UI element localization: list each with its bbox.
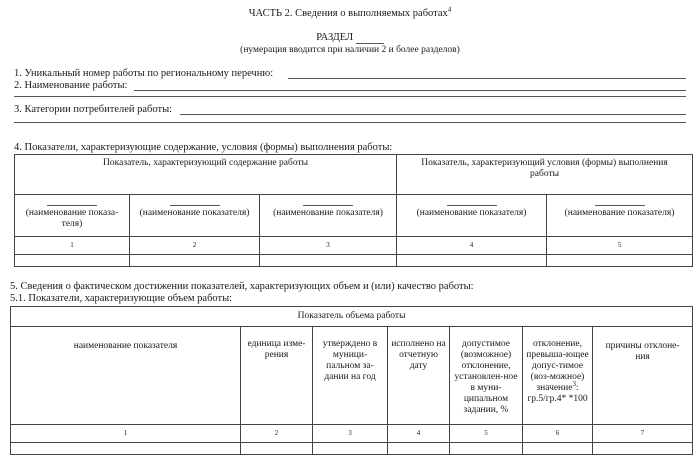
indicator-name-cell[interactable]	[547, 195, 693, 237]
column-header-text: причины отклоне-ния	[605, 341, 680, 362]
volume-table-header-text: Показатель объема работы	[297, 311, 406, 321]
field-4-label: 4. Показатели, характеризующие содержание, условия (формы) выполнения работы:	[14, 142, 393, 153]
column-number-text: 2	[192, 241, 197, 249]
cell-blank-line	[47, 205, 97, 206]
data-cell[interactable]	[523, 443, 593, 455]
column-number	[15, 237, 130, 255]
content-conditions-table	[14, 154, 693, 267]
section-label-row	[0, 32, 700, 44]
indicator-name-label: (наименование показа-теля)	[25, 208, 119, 229]
column-number	[450, 425, 523, 443]
cell-blank-line	[447, 205, 497, 206]
column-6-footnote: 3	[572, 379, 576, 388]
field-1-line[interactable]	[288, 78, 686, 79]
column-6-formula: гр.5/гр.4* *100	[527, 394, 588, 404]
volume-table-header	[11, 307, 693, 327]
column-number	[523, 425, 593, 443]
column-header	[313, 327, 388, 425]
data-cell[interactable]	[11, 443, 241, 455]
indicator-name-cell[interactable]	[260, 195, 397, 237]
column-number-text: 1	[70, 241, 74, 249]
column-number-text: 7	[640, 429, 645, 437]
column-number	[241, 425, 313, 443]
cell-blank-line	[170, 205, 220, 206]
part-title-text: ЧАСТЬ 2. Сведения о выполняемых работах	[248, 8, 448, 19]
data-cell[interactable]	[15, 255, 130, 267]
data-cell[interactable]	[260, 255, 397, 267]
indicator-name-label: (наименование показателя)	[564, 208, 675, 218]
content-group-header-text: Показатель, характеризующий содержание работы	[103, 158, 308, 168]
column-number	[130, 237, 260, 255]
conditions-group-header-text: Показатель, характеризующий условия (формы) выполнения работы	[421, 158, 668, 179]
part-title	[0, 5, 700, 20]
column-number-text: 2	[274, 429, 279, 437]
cell-blank-line	[303, 205, 353, 206]
column-number	[593, 425, 693, 443]
indicator-name-cell[interactable]	[15, 195, 130, 237]
column-number-text: 6	[555, 429, 560, 437]
column-number-text: 1	[123, 429, 128, 437]
column-header-text: отклонение, превыша-ющее допус-тимое (воз-можное) значение	[526, 339, 589, 393]
content-group-header	[15, 155, 397, 195]
column-header	[241, 327, 313, 425]
indicator-name-cell[interactable]	[130, 195, 260, 237]
column-header	[450, 327, 523, 425]
column-number-text: 5	[484, 429, 488, 437]
indicator-name-label: (наименование показателя)	[139, 208, 250, 218]
data-cell[interactable]	[397, 255, 547, 267]
section-label: РАЗДЕЛ	[316, 32, 354, 43]
section-number-blank[interactable]	[356, 35, 384, 44]
data-cell[interactable]	[130, 255, 260, 267]
column-number	[397, 237, 547, 255]
field-2-label: 2. Наименование работы:	[14, 80, 128, 91]
column-header	[593, 327, 693, 425]
conditions-group-header	[397, 155, 693, 195]
column-header-text: утверждено в муници-пальном за-дании на год	[322, 339, 378, 382]
data-cell[interactable]	[241, 443, 313, 455]
data-cell[interactable]	[388, 443, 450, 455]
column-header-text: наименование показателя	[73, 341, 178, 351]
column-number-text: 5	[617, 241, 622, 249]
column-header: отклонение, превыша-ющее допус-тимое (воз-можное) значение$^3$: гр.5/гр.4* *100	[523, 327, 593, 425]
field-1-label: 1. Уникальный номер работы по региональному перечню:	[14, 68, 274, 79]
column-header	[11, 327, 241, 425]
column-number	[11, 425, 241, 443]
field-2-line-extra[interactable]	[14, 96, 686, 97]
column-number	[260, 237, 397, 255]
column-header-text: допустимое (возможное) отклонение, установлен-ное в муни-ципальном задании, %	[454, 339, 518, 415]
column-number-text: 4	[469, 241, 474, 249]
cell-blank-line	[595, 205, 645, 206]
section-5-1-subtitle: 5.1. Показатели, характеризующие объем работы:	[10, 293, 233, 304]
part-footnote: 4	[447, 5, 452, 14]
column-number	[388, 425, 450, 443]
indicator-name-label: (наименование показателя)	[273, 208, 383, 218]
data-cell[interactable]	[593, 443, 693, 455]
column-number-text: 3	[326, 241, 330, 249]
data-cell[interactable]	[547, 255, 693, 267]
column-header	[388, 327, 450, 425]
volume-indicators-table	[10, 306, 693, 455]
column-number-text: 3	[348, 429, 352, 437]
data-cell[interactable]	[450, 443, 523, 455]
section-note: (нумерация вводится при наличии 2 и более разделов)	[240, 45, 460, 55]
column-header-text: единица изме-рения	[247, 339, 306, 360]
field-2-line[interactable]	[134, 90, 686, 91]
data-cell[interactable]	[313, 443, 388, 455]
column-number	[313, 425, 388, 443]
field-3-label: 3. Категории потребителей работы:	[14, 104, 173, 115]
column-header-text: исполнено на отчетную дату	[391, 339, 446, 371]
column-number-text: 4	[416, 429, 421, 437]
column-number	[547, 237, 693, 255]
indicator-name-cell[interactable]	[397, 195, 547, 237]
field-3-line-extra[interactable]	[14, 122, 686, 123]
field-3-line[interactable]	[180, 114, 686, 115]
section-5-title: 5. Сведения о фактическом достижении показателей, характеризующих объем и (или) качество работы:	[10, 281, 474, 292]
indicator-name-label: (наименование показателя)	[416, 208, 527, 218]
